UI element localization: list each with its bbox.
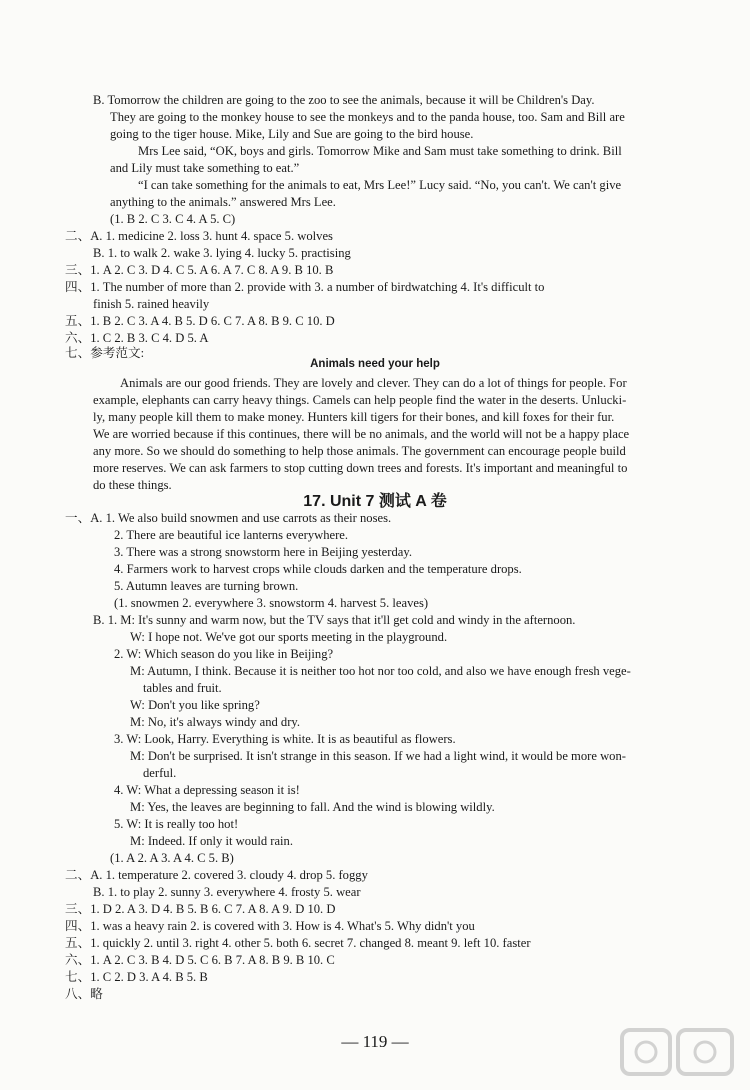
- answer-line: 六、1. A 2. C 3. B 4. D 5. C 6. B 7. A 8. B 9. B 10. C: [65, 953, 335, 967]
- answer-line: 七、1. C 2. D 3. A 4. B 5. B: [65, 970, 208, 984]
- text-line: 3. W: Look, Harry. Everything is white. It is as beautiful as flowers.: [114, 732, 456, 746]
- answer-line: 六、1. C 2. B 3. C 4. D 5. A: [65, 331, 209, 345]
- essay-line: example, elephants can carry heavy things. Camels can help people find the water in the deserts. Unlucki-: [93, 393, 627, 407]
- page-number: — 119 —: [341, 1032, 409, 1051]
- text-line: 5. Autumn leaves are turning brown.: [114, 579, 299, 593]
- text-line: “I can take something for the animals to eat, Mrs Lee!” Lucy said. “No, you can't. We can't give: [138, 178, 622, 192]
- text-line: going to the tiger house. Mike, Lily and Sue are going to the bird house.: [110, 127, 474, 141]
- essay-line: We are worried because if this continues, there will be no animals, and the world will not be a happy place: [93, 427, 630, 441]
- text-line: M: Yes, the leaves are beginning to fall. And the wind is blowing wildly.: [130, 800, 495, 814]
- text-line: 5. W: It is really too hot!: [114, 817, 239, 831]
- answer-line: (1. B 2. C 3. C 4. A 5. C): [110, 212, 236, 226]
- answer-line: B. 1. to play 2. sunny 3. everywhere 4. frosty 5. wear: [93, 885, 361, 899]
- text-line: B. 1. M: It's sunny and warm now, but the TV says that it'll get cold and windy in the afternoon.: [93, 613, 576, 627]
- text-line: tables and fruit.: [143, 681, 222, 695]
- text-line: 一、A. 1. We also build snowmen and use carrots as their noses.: [65, 511, 392, 525]
- answer-line: 七、参考范文:: [65, 346, 145, 360]
- text-line: and Lily must take something to eat.”: [110, 161, 300, 175]
- answer-line: 八、略: [65, 987, 103, 1001]
- answer-line: 五、1. B 2. C 3. A 4. B 5. D 6. C 7. A 8. B 9. C 10. D: [65, 314, 335, 328]
- text-line: 2. W: Which season do you like in Beijing?: [114, 647, 334, 661]
- answer-line: 三、1. A 2. C 3. D 4. C 5. A 6. A 7. C 8. A 9. B 10. B: [65, 263, 334, 277]
- answer-line: 二、A. 1. medicine 2. loss 3. hunt 4. space 5. wolves: [65, 229, 333, 243]
- essay-line: do these things.: [93, 478, 172, 492]
- text-line: 2. There are beautiful ice lanterns everywhere.: [114, 528, 349, 542]
- answer-line: finish 5. rained heavily: [93, 297, 210, 311]
- essay-line: Animals are our good friends. They are lovely and clever. They can do a lot of things for people. For: [120, 376, 627, 390]
- text-line: M: Autumn, I think. Because it is neither too hot nor too cold, and also we have enough fresh vege-: [130, 664, 631, 678]
- text-line: B. Tomorrow the children are going to the zoo to see the animals, because it will be Children's Day.: [93, 93, 595, 107]
- essay-title: Animals need your help: [310, 358, 440, 370]
- answer-line: 五、1. quickly 2. until 3. right 4. other 5. both 6. secret 7. changed 8. meant 9. left 10. faster: [65, 936, 531, 950]
- essay-line: ly, many people kill them to make money. Hunters kill tigers for their bones, and kill foxes for their fur.: [93, 410, 615, 424]
- essay-line: more reserves. We can ask farmers to stop cutting down trees and forests. It's important and meaningful to: [93, 461, 628, 475]
- text-line: derful.: [143, 766, 177, 780]
- answer-line: 四、1. was a heavy rain 2. is covered with 3. How is 4. What's 5. Why didn't you: [65, 919, 475, 933]
- text-line: W: Don't you like spring?: [130, 698, 260, 712]
- answer-line: 四、1. The number of more than 2. provide with 3. a number of birdwatching 4. It's difficult to: [65, 280, 545, 294]
- section-title: 17. Unit 7 测试 A 卷: [303, 493, 447, 510]
- answer-line: 三、1. D 2. A 3. D 4. B 5. B 6. C 7. A 8. A 9. D 10. D: [65, 902, 336, 916]
- text-line: Mrs Lee said, “OK, boys and girls. Tomorrow Mike and Sam must take something to drink. Bill: [138, 144, 622, 158]
- answer-line: 二、A. 1. temperature 2. covered 3. cloudy 4. drop 5. foggy: [65, 868, 368, 882]
- answer-line: (1. A 2. A 3. A 4. C 5. B): [110, 851, 234, 865]
- text-line: M: No, it's always windy and dry.: [130, 715, 301, 729]
- answer-line: B. 1. to walk 2. wake 3. lying 4. lucky 5. practising: [93, 246, 351, 260]
- text-line: M: Indeed. If only it would rain.: [130, 834, 293, 848]
- text-line: W: I hope not. We've got our sports meeting in the playground.: [130, 630, 448, 644]
- text-line: anything to the animals.” answered Mrs Lee.: [110, 195, 336, 209]
- watermark-logo-icon: [618, 1022, 738, 1082]
- text-line: 4. W: What a depressing season it is!: [114, 783, 300, 797]
- text-line: They are going to the monkey house to see the monkeys and to the panda house, too. Sam and Bill are: [110, 110, 625, 124]
- text-line: 3. There was a strong snowstorm here in Beijing yesterday.: [114, 545, 412, 559]
- text-line: M: Don't be surprised. It isn't strange in this season. If we had a light wind, it would be more won-: [130, 749, 626, 763]
- essay-line: any more. So we should do something to help those animals. The government can encourage people build: [93, 444, 626, 458]
- answer-line: (1. snowmen 2. everywhere 3. snowstorm 4. harvest 5. leaves): [114, 596, 429, 610]
- text-line: 4. Farmers work to harvest crops while clouds darken and the temperature drops.: [114, 562, 522, 576]
